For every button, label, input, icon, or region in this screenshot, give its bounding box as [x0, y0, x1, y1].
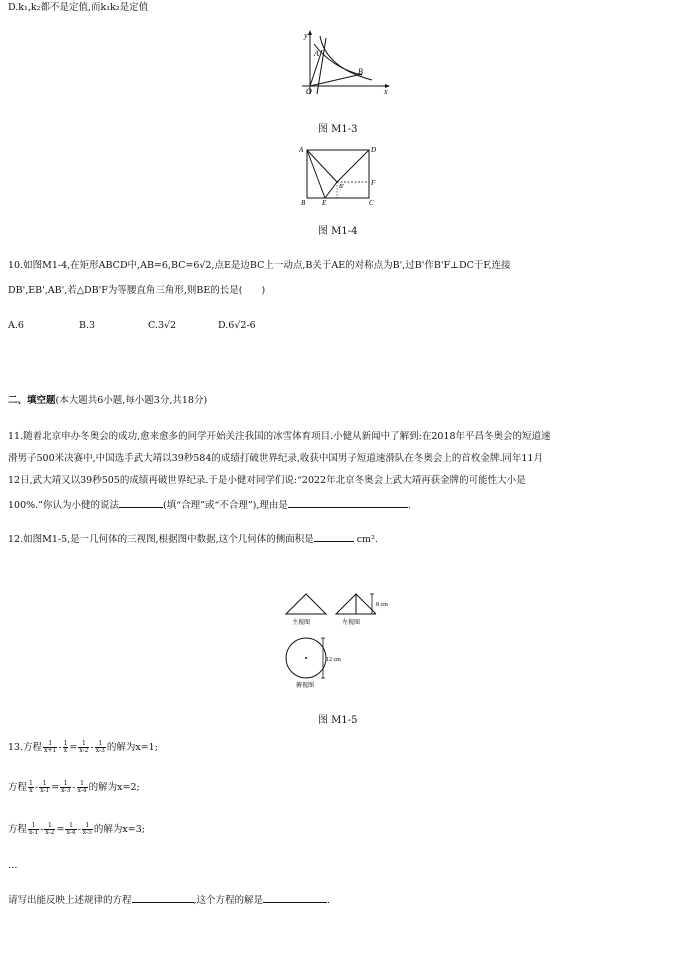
- q13-blank-2[interactable]: [263, 893, 327, 903]
- height-label: 8 cm: [376, 602, 388, 608]
- q10-option-c: C.3√2: [148, 320, 177, 331]
- q13-eq-1: 13.方程 $\frac{1}{x+1}$ - $\frac{1}{x}$ = $\frac{1}{x-2}$ - $\frac{1}{x-3}$ 的解为x=1;: [8, 740, 158, 754]
- left-view-label: 左视图: [342, 619, 361, 626]
- m1-4-label-bprime: B': [339, 184, 344, 190]
- q13-last-c: .: [327, 895, 331, 906]
- m1-3-label-a: A: [314, 49, 319, 58]
- q12-blank[interactable]: [314, 532, 354, 542]
- q13-eq1-frac-2: $\frac{1}{x}$: [63, 740, 68, 754]
- q10-option-a: A.6: [8, 320, 24, 331]
- q11-line-3: 12日,武大靖又以39秒505的成绩再破世界纪录.于是小健对同学们说:“2022年北京冬奥会上武大靖再获金牌的可能性大小是: [8, 475, 526, 486]
- m1-4-label-c: C: [369, 199, 374, 206]
- q12-text: [8, 532, 378, 546]
- q13-eq2-frac-3: $\frac{1}{x-3}$: [61, 780, 71, 794]
- q13-eq1-frac-1: $\frac{1}{x+1}$: [44, 740, 57, 754]
- q11-line-4c: .: [407, 500, 411, 511]
- m1-4-label-d: D: [371, 146, 377, 154]
- q13-eq-2: 方程 $\frac{1}{x}$ - $\frac{1}{x-1}$ = $\frac{1}{x-3}$ - $\frac{1}{x-4}$ 的解为x=2;: [8, 780, 140, 794]
- figure-m1-5-caption: 图 M1-5: [318, 715, 358, 726]
- q13-blank-1[interactable]: [132, 893, 194, 903]
- top-view-label: 俯视图: [296, 682, 315, 689]
- q13-eq3-frac-2: $\frac{1}{x-2}$: [45, 822, 55, 836]
- q13-eq3-frac-1: $\frac{1}{x-1}$: [29, 822, 39, 836]
- q13-eq1-suffix: 的解为x=1;: [106, 742, 158, 753]
- q13-last-a: 请写出能反映上述规律的方程: [8, 895, 132, 906]
- q11-blank-2[interactable]: [288, 498, 408, 508]
- q13-eq2-frac-1: $\frac{1}{x}$: [29, 780, 33, 794]
- m1-3-label-x: x: [384, 87, 388, 96]
- q11-line-4a: 100%.”你认为小健的说法: [8, 500, 120, 511]
- left-view-triangle: [336, 594, 356, 614]
- m1-4-label-a: A: [299, 146, 304, 154]
- q13-eq2-frac-2: $\frac{1}{x-1}$: [40, 780, 50, 794]
- q10-option-b: B.3: [79, 320, 96, 331]
- q13-eq3-frac-4: $\frac{1}{x-5}$: [82, 822, 92, 836]
- q13-eq1-frac-3: $\frac{1}{x-2}$: [79, 740, 89, 754]
- m1-4-label-b: B: [301, 199, 306, 206]
- q13-eq-3: 方程 $\frac{1}{x-1}$ - $\frac{1}{x-2}$ = $\frac{1}{x-4}$ - $\frac{1}{x-5}$ 的解为x=3;: [8, 822, 145, 836]
- m1-3-label-o: O: [306, 87, 312, 96]
- q13-eq3-frac-3: $\frac{1}{x-4}$: [66, 822, 76, 836]
- q13-eq2-frac-4: $\frac{1}{x-4}$: [77, 780, 87, 794]
- figure-m1-3-caption: 图 M1-3: [318, 124, 358, 135]
- m1-4-label-e: E: [322, 199, 327, 206]
- figure-m1-4: [297, 144, 381, 206]
- q13-eq1-frac-4: $\frac{1}{x-3}$: [95, 740, 105, 754]
- q13-ellipsis: …: [8, 860, 18, 871]
- q12-text-a: 12.如图M1-5,是一几何体的三视图,根据图中数据,这个几何体的侧面积是: [8, 534, 314, 545]
- diameter-label: 12 cm: [326, 657, 341, 663]
- q10-line-2: DB',EB',AB',若△DB'F为等腰直角三角形,则BE的长是( ): [8, 285, 266, 296]
- section-2-header: [8, 395, 207, 407]
- q13-eq3-suffix: 的解为x=3;: [93, 824, 145, 835]
- m1-4-label-f: F: [371, 179, 376, 187]
- q13-eq2-prefix: 方程: [8, 782, 28, 793]
- figure-m1-4-caption: 图 M1-4: [318, 226, 358, 237]
- section-2-note: (本大题共6小题,每小题3分,共18分): [55, 395, 208, 406]
- q13-last-b: ,这个方程的解是: [193, 895, 264, 906]
- q12-text-b: cm².: [356, 534, 378, 545]
- figure-m1-3: [292, 28, 392, 98]
- m1-3-label-b: B: [358, 67, 363, 76]
- q11-line-4b: (填“合理”或“不合理”),理由是: [163, 500, 288, 511]
- front-view-label: 主视图: [292, 619, 311, 626]
- m1-3-label-y: y: [304, 31, 308, 40]
- q9-option-d: D.k₁,k₂都不是定值,而k₁k₂是定值: [8, 2, 149, 13]
- section-2-title: 二、填空题: [8, 395, 56, 406]
- q11-line-2: 滑男子500米决赛中,中国选手武大靖以39秒584的成绩打破世界纪录,收获中国男子短道速滑队在冬奥会上的首枚金牌.同年11月: [8, 453, 544, 464]
- q13-eq3-prefix: 方程: [8, 824, 28, 835]
- figure-m1-5: [280, 590, 410, 690]
- q13-eq1-prefix: 13.方程: [8, 742, 43, 753]
- q11-blank-1[interactable]: [119, 498, 163, 508]
- q11-line-4: [8, 498, 411, 512]
- q10-line-1: 10.如图M1-4,在矩形ABCD中,AB=6,BC=6√2,点E是边BC上一动点,B关于AE的对称点为B',过B'作B'F⊥DC于F,连接: [8, 260, 511, 271]
- q10-option-d: D.6√2-6: [218, 320, 256, 331]
- front-view-triangle: [286, 594, 326, 614]
- q13-eq2-suffix: 的解为x=2;: [88, 782, 140, 793]
- q13-last-line: [8, 893, 330, 907]
- q11-line-1: 11.随着北京申办冬奥会的成功,愈来愈多的同学开始关注我国的冰雪体育项目.小健从新闻中了解到:在2018年平昌冬奥会的短道速: [8, 431, 551, 442]
